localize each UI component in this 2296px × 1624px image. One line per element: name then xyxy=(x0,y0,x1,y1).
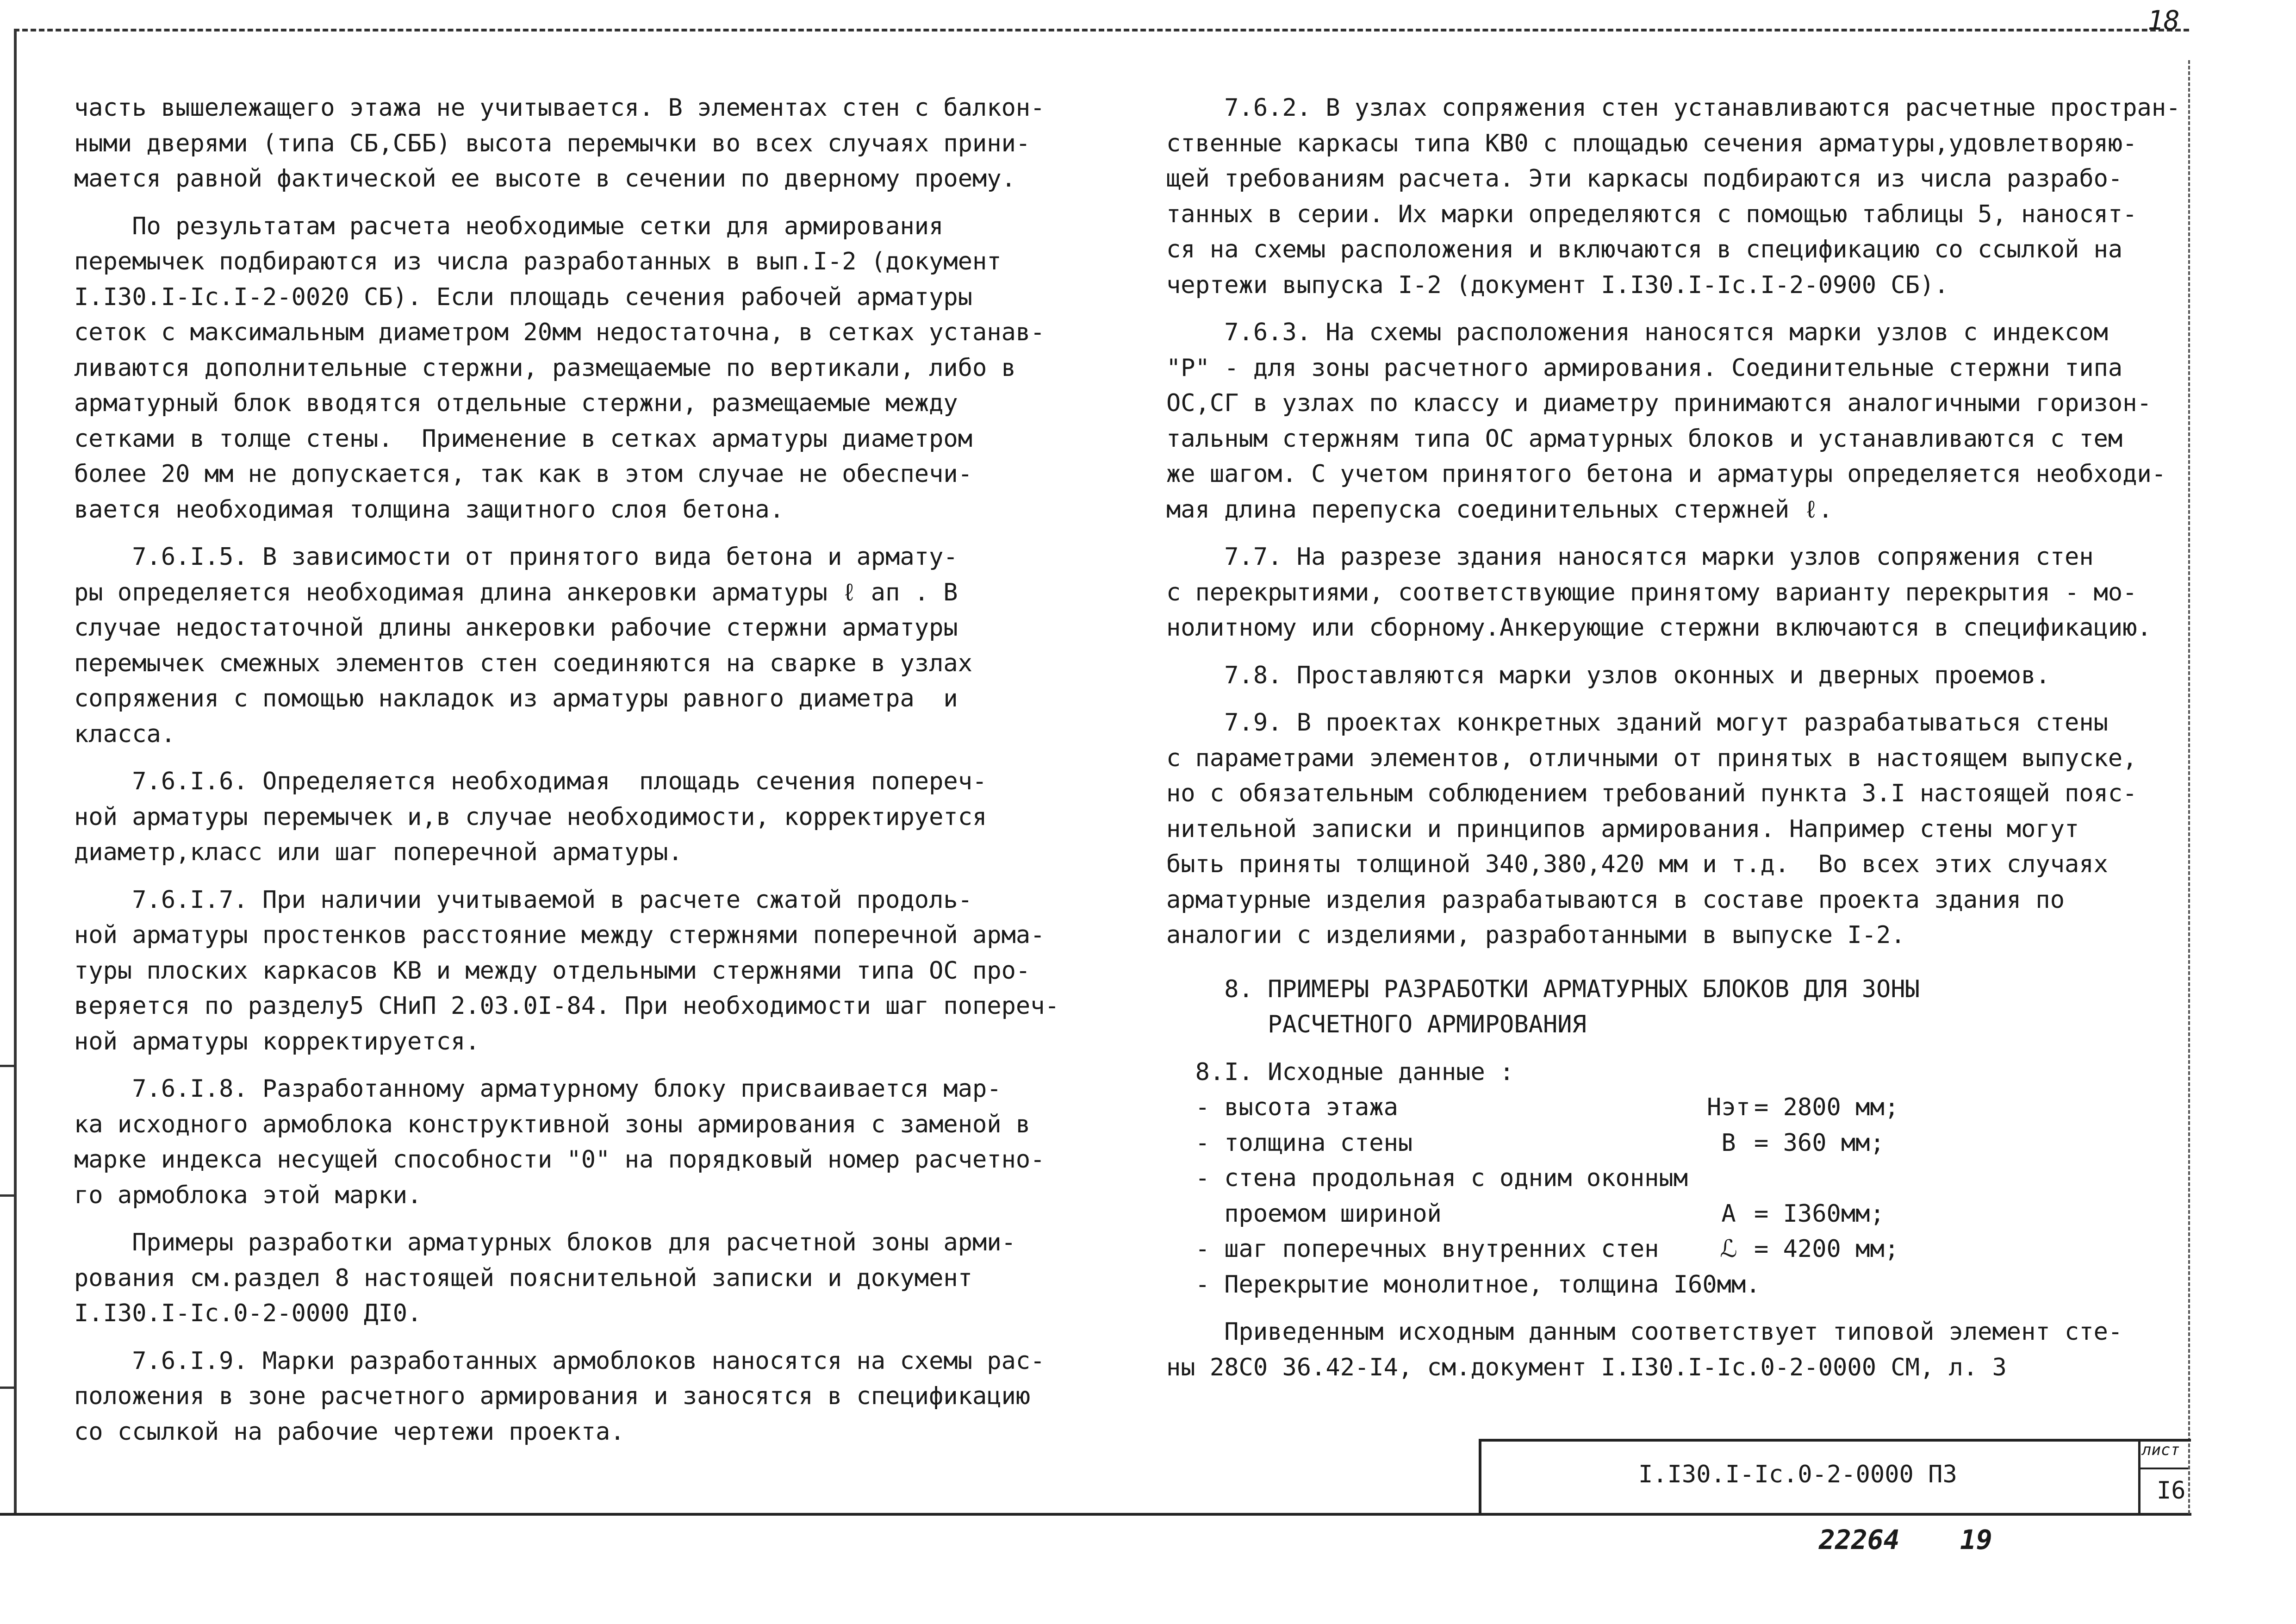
text-line: 7.7. На разрезе здания наносятся марки узлов сопряжения стен xyxy=(1166,543,2094,571)
paragraph xyxy=(1166,705,2175,953)
item-symbol xyxy=(1703,1161,1754,1196)
frame-top-dashed-line xyxy=(14,29,2189,31)
binding-tick-2 xyxy=(0,1194,14,1197)
text-line: диаметр,класс или шаг поперечной арматуры. xyxy=(74,838,683,866)
text-line: сеток с максимальным диаметром 20мм недостаточна, в сетках устанав- xyxy=(74,319,1045,346)
text-line: ка исходного армоблока конструктивной зоны армирования с заменой в xyxy=(74,1110,1031,1138)
text-line: арматурные изделия разрабатываются в составе проекта здания по xyxy=(1166,886,2065,914)
frame-left-line xyxy=(14,29,17,1515)
text-line: 7.6.I.9. Марки разработанных армоблоков наносятся на схемы рас- xyxy=(74,1347,1045,1375)
text-line: с параметрами элементов, отличными от принятых в настоящем выпуске, xyxy=(1166,744,2137,772)
item-value xyxy=(1754,1267,2175,1303)
paragraph xyxy=(1166,90,2181,303)
paragraph xyxy=(74,1343,1106,1450)
item-label: - шаг поперечных внутренних стен xyxy=(1166,1235,1659,1263)
item-value: = 2800 мм; xyxy=(1754,1093,1899,1121)
text-line: перемычек подбираются из числа разработанных в вып.I-2 (документ xyxy=(74,248,1002,275)
text-line: 7.6.I.7. При наличии учитываемой в расчете сжатой продоль- xyxy=(74,886,973,914)
left-text-column xyxy=(74,90,1106,1462)
item-label: - стена продольная с одним оконным xyxy=(1166,1164,1688,1192)
paragraph xyxy=(1166,1314,2175,1385)
text-line: случае недостаточной длины анкеровки рабочие стержни арматуры xyxy=(74,614,958,642)
inventory-number: 22264 xyxy=(1819,1524,1900,1555)
item-value: = 360 мм; xyxy=(1754,1129,1885,1157)
paragraph xyxy=(74,882,1106,1060)
text-line: 7.9. В проектах конкретных зданий могут разрабатываться стены xyxy=(1166,709,2108,737)
text-line: класса. xyxy=(74,720,176,748)
text-line: Примеры разработки арматурных блоков для расчетной зоны арми- xyxy=(74,1229,1016,1256)
top-page-number: 18 xyxy=(2147,5,2180,36)
list-item xyxy=(1166,1161,2175,1196)
text-line: ры определяется необходимая длина анкеровки арматуры ℓ ап . В xyxy=(74,578,958,606)
list-item xyxy=(1166,1196,2175,1232)
item-symbol: В xyxy=(1721,1129,1736,1157)
text-line: I.I30.I-Ic.0-2-0000 ДI0. xyxy=(74,1299,422,1327)
list-item xyxy=(1166,1125,2175,1161)
text-line: го армоблока этой марки. xyxy=(74,1181,422,1209)
paragraph xyxy=(74,539,1106,752)
right-text-column xyxy=(1166,90,2181,1397)
item-value xyxy=(1754,1161,2175,1196)
paragraph xyxy=(74,209,1106,528)
document-code: I.I30.I-Ic.0-2-0000 ПЗ xyxy=(1638,1461,1957,1488)
item-label: проемом шириной xyxy=(1166,1199,1442,1228)
text-line: положения в зоне расчетного армирования и заносятся в спецификацию xyxy=(74,1382,1031,1410)
paragraph xyxy=(74,90,1106,197)
text-line: веряется по разделу5 СНиП 2.03.0I-84. При необходимости шаг попереч- xyxy=(74,992,1059,1020)
item-label: - высота этажа xyxy=(1166,1093,1398,1121)
text-line: 7.6.2. В узлах сопряжения стен устанавливаются расчетные простран- xyxy=(1166,94,2181,122)
text-line: туры плоских каркасов КВ и между отдельными стержнями типа ОС про- xyxy=(74,956,1031,985)
text-line: тальным стержням типа ОС арматурных блоков и устанавливаются с тем xyxy=(1166,425,2123,453)
item-symbol: А xyxy=(1721,1199,1736,1228)
sheet-number: I6 xyxy=(2157,1477,2186,1505)
text-line: сетками в толще стены. Применение в сетках арматуры диаметром xyxy=(74,425,973,453)
text-line: вается необходимая толщина защитного слоя бетона. xyxy=(74,495,784,524)
text-line: танных в серии. Их марки определяются с помощью таблицы 5, наносят- xyxy=(1166,200,2137,228)
paragraph xyxy=(74,1225,1106,1331)
binding-tick-3 xyxy=(0,1387,14,1389)
text-line: марке индекса несущей способности "0" на порядковый номер расчетно- xyxy=(74,1146,1045,1174)
text-line: ной арматуры перемычек и,в случае необходимости, корректируется xyxy=(74,803,987,831)
text-line: ся на схемы расположения и включаются в спецификацию со ссылкой на xyxy=(1166,236,2123,263)
frame-right-dashed-line xyxy=(2188,60,2190,1514)
text-line: 7.6.I.8. Разработанному арматурному блоку присваивается мар- xyxy=(74,1075,1002,1103)
text-line: же шагом. С учетом принятого бетона и арматуры определяется необходи- xyxy=(1166,460,2166,488)
text-line: перемычек смежных элементов стен соединяются на сварке в узлах xyxy=(74,649,973,677)
item-symbol xyxy=(1703,1267,1754,1303)
paragraph xyxy=(74,1071,1106,1213)
text-line: часть вышележащего этажа не учитывается. В элементах стен с балкон- xyxy=(74,94,1045,122)
item-value: = 4200 мм; xyxy=(1754,1235,1899,1263)
text-line: нолитному или сборному.Анкерующие стержни включаются в спецификацию. xyxy=(1166,614,2152,642)
text-line: 7.6.I.6. Определяется необходимая площадь сечения попереч- xyxy=(74,768,987,795)
binding-tick-1 xyxy=(0,1065,14,1067)
text-line: ными дверями (типа СБ,СББ) высота перемычки во всех случаях прини- xyxy=(74,129,1031,157)
text-line: нительной записки и принципов армирования. Например стены могут xyxy=(1166,815,2079,843)
text-line: мается равной фактической ее высоте в сечении по дверному проему. xyxy=(74,165,1016,193)
text-line: По результатам расчета необходимые сетки для армирования xyxy=(74,212,944,240)
item-label: - толщина стены xyxy=(1166,1129,1413,1157)
text-line: 7.8. Проставляются марки узлов оконных и дверных проемов. xyxy=(1166,661,2050,689)
text-line: ны 28С0 36.42-I4, см.документ I.I30.I-Ic.0-2-0000 СМ, л. 3 xyxy=(1166,1353,2007,1381)
text-line: с перекрытиями, соответствующие принятому варианту перекрытия - мо- xyxy=(1166,578,2137,606)
sheet-cell-divider xyxy=(2138,1468,2188,1469)
text-line: более 20 мм не допускается, так как в этом случае не обеспечи- xyxy=(74,460,973,488)
text-line: сопряжения с помощью накладок из арматуры равного диаметра и xyxy=(74,685,958,712)
text-line: но с обязательным соблюдением требований пункта 3.I настоящей пояс- xyxy=(1166,780,2137,807)
list-item xyxy=(1166,1090,2175,1125)
text-line: ственные каркасы типа КВ0 с площадью сечения арматуры,удовлетворяю- xyxy=(1166,129,2137,157)
paragraph xyxy=(1166,539,2175,646)
text-line: ОС,СГ в узлах по классу и диаметру принимаются аналогичными горизон- xyxy=(1166,389,2152,417)
text-line: Приведенным исходным данным соответствует типовой элемент сте- xyxy=(1166,1318,2123,1346)
text-line: щей требованиям расчета. Эти каркасы подбираются из числа разрабо- xyxy=(1166,165,2123,193)
text-line: I.I30.I-Ic.I-2-0020 СБ). Если площадь сечения рабочей арматуры xyxy=(74,283,973,311)
paragraph xyxy=(74,764,1106,870)
heading-line: РАСЧЕТНОГО АРМИРОВАНИЯ xyxy=(1166,1011,1587,1038)
paragraph xyxy=(1166,658,2175,693)
text-line: чертежи выпуска I-2 (документ I.I30.I-Ic.I-2-0900 СБ). xyxy=(1166,271,1949,299)
heading-line: 8. ПРИМЕРЫ РАЗРАБОТКИ АРМАТУРНЫХ БЛОКОВ ДЛЯ ЗОНЫ xyxy=(1166,975,1920,1003)
item-symbol: Нэт xyxy=(1707,1093,1750,1121)
footer-page-number: 19 xyxy=(1960,1524,1992,1555)
list-item xyxy=(1166,1267,2175,1303)
text-line: аналогии с изделиями, разработанными в выпуске I-2. xyxy=(1166,921,1905,949)
text-line: 7.6.3. На схемы расположения наносятся марки узлов с индексом xyxy=(1166,319,2108,346)
initial-data-list xyxy=(1166,1055,2175,1303)
text-line: ливаются дополнительные стержни, размещаемые по вертикали, либо в xyxy=(74,354,1016,382)
sheet-label: лист xyxy=(2142,1441,2180,1459)
text-line: быть приняты толщиной 340,380,420 мм и т.д. Во всех этих случаях xyxy=(1166,850,2108,878)
list-title: 8.I. Исходные данные : xyxy=(1166,1058,1514,1086)
item-label: - Перекрытие монолитное, толщина I60мм. xyxy=(1166,1270,1761,1299)
item-symbol: ℒ xyxy=(1720,1235,1737,1263)
text-line: мая длина перепуска соединительных стержней ℓ. xyxy=(1166,495,1833,524)
section-heading xyxy=(1166,972,2175,1043)
text-line: со ссылкой на рабочие чертежи проекта. xyxy=(74,1418,625,1446)
text-line: рования см.раздел 8 настоящей пояснительной записки и документ xyxy=(74,1264,973,1292)
list-item xyxy=(1166,1231,2175,1267)
text-line: 7.6.I.5. В зависимости от принятого вида бетона и армату- xyxy=(74,543,958,571)
text-line: арматурный блок вводятся отдельные стержни, размещаемые между xyxy=(74,389,958,417)
text-line: ной арматуры простенков расстояние между стержнями поперечной арма- xyxy=(74,921,1045,949)
paragraph xyxy=(1166,315,2175,527)
text-line: "Р" - для зоны расчетного армирования. Соединительные стержни типа xyxy=(1166,354,2123,382)
item-value: = I360мм; xyxy=(1754,1199,1885,1228)
text-line: ной арматуры корректируется. xyxy=(74,1027,480,1056)
